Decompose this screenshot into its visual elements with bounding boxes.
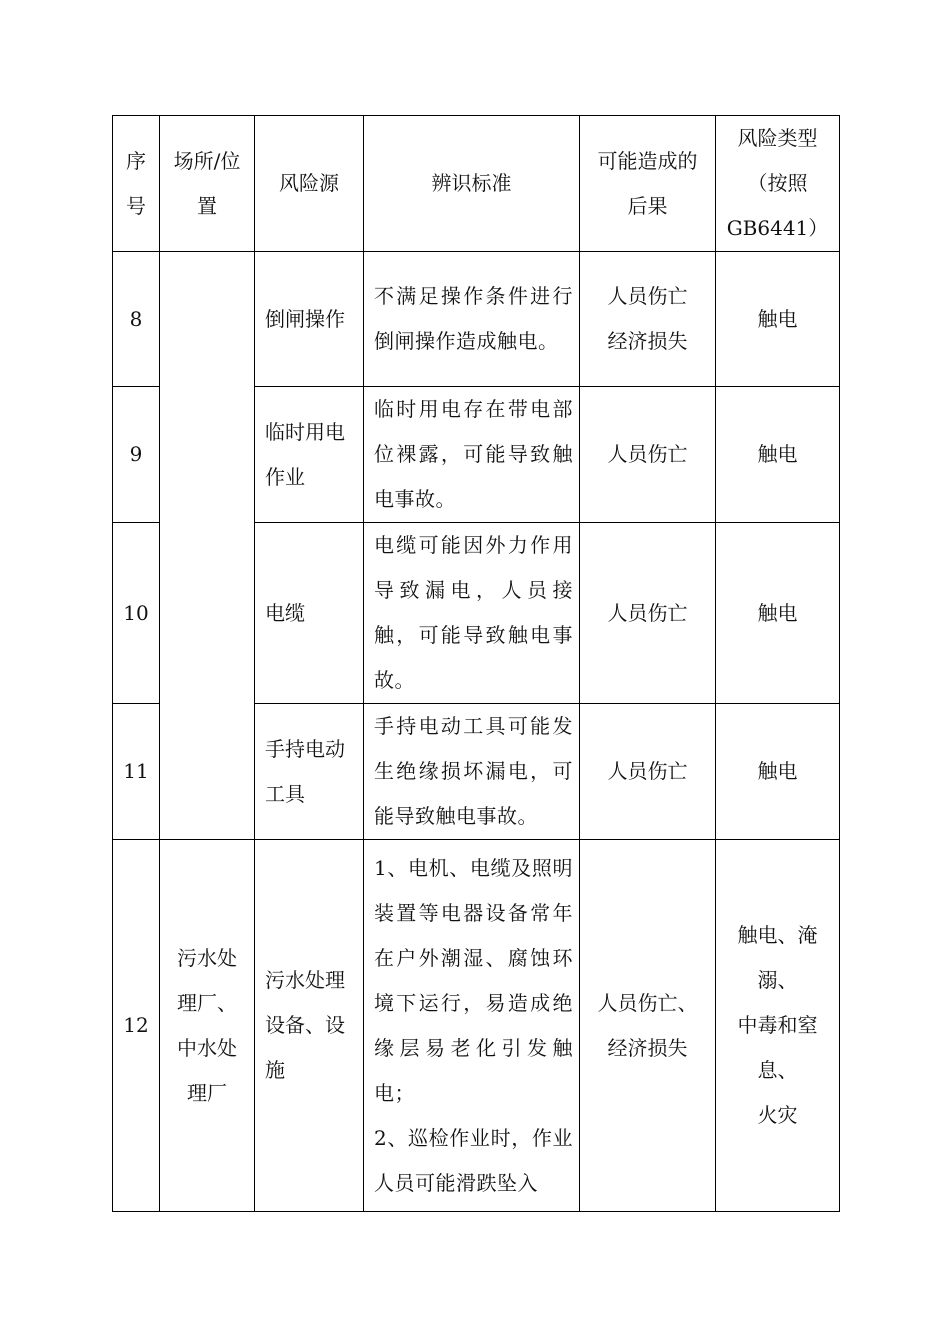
row-location: 污水处 理厂、 中水处 理厂 — [160, 840, 255, 1212]
row-seq: 9 — [113, 387, 160, 523]
row-risk-source: 倒闸操作 — [255, 252, 364, 387]
row-risk-type: 触电 — [716, 704, 840, 840]
row-consequence: 人员伤亡 — [580, 523, 716, 704]
header-seq: 序 号 — [113, 116, 160, 252]
row-consequence: 人员伤亡、 经济损失 — [580, 840, 716, 1212]
row-seq: 12 — [113, 840, 160, 1212]
row-risk-type: 触电 — [716, 387, 840, 523]
row-consequence: 人员伤亡 经济损失 — [580, 252, 716, 387]
header-criteria: 辨识标准 — [364, 116, 580, 252]
row-consequence: 人员伤亡 — [580, 704, 716, 840]
row-criteria: 1、电机、电缆及照明装置等电器设备常年在户外潮湿、腐蚀环境下运行，易造成绝缘层易老化引发触电； 2、巡检作业时，作业人员可能滑跌坠入 — [364, 840, 580, 1212]
row-criteria: 不满足操作条件进行倒闸操作造成触电。 — [364, 252, 580, 387]
row-risk-source: 污水处理设备、设施 — [255, 840, 364, 1212]
header-consequence: 可能造成的 后果 — [580, 116, 716, 252]
row-seq: 11 — [113, 704, 160, 840]
row-consequence: 人员伤亡 — [580, 387, 716, 523]
row-seq: 10 — [113, 523, 160, 704]
row-risk-type: 触电 — [716, 523, 840, 704]
row-criteria: 电缆可能因外力作用导致漏电，人员接触，可能导致触电事故。 — [364, 523, 580, 704]
row-criteria: 临时用电存在带电部位裸露，可能导致触电事故。 — [364, 387, 580, 523]
row-risk-type: 触电 — [716, 252, 840, 387]
table-row — [113, 252, 840, 387]
risk-identification-table — [112, 115, 840, 1212]
table-row — [113, 840, 840, 1212]
header-risk-type: 风险类型 （按照 GB6441） — [716, 116, 840, 252]
header-risk-source: 风险源 — [255, 116, 364, 252]
row-location — [160, 252, 255, 840]
table-header-row — [113, 116, 840, 252]
row-risk-source: 手持电动工具 — [255, 704, 364, 840]
row-seq: 8 — [113, 252, 160, 387]
header-location: 场所/位 置 — [160, 116, 255, 252]
row-risk-source: 电缆 — [255, 523, 364, 704]
row-risk-type: 触电、淹 溺、 中毒和窒 息、 火灾 — [716, 840, 840, 1212]
row-criteria: 手持电动工具可能发生绝缘损坏漏电，可能导致触电事故。 — [364, 704, 580, 840]
row-risk-source: 临时用电作业 — [255, 387, 364, 523]
